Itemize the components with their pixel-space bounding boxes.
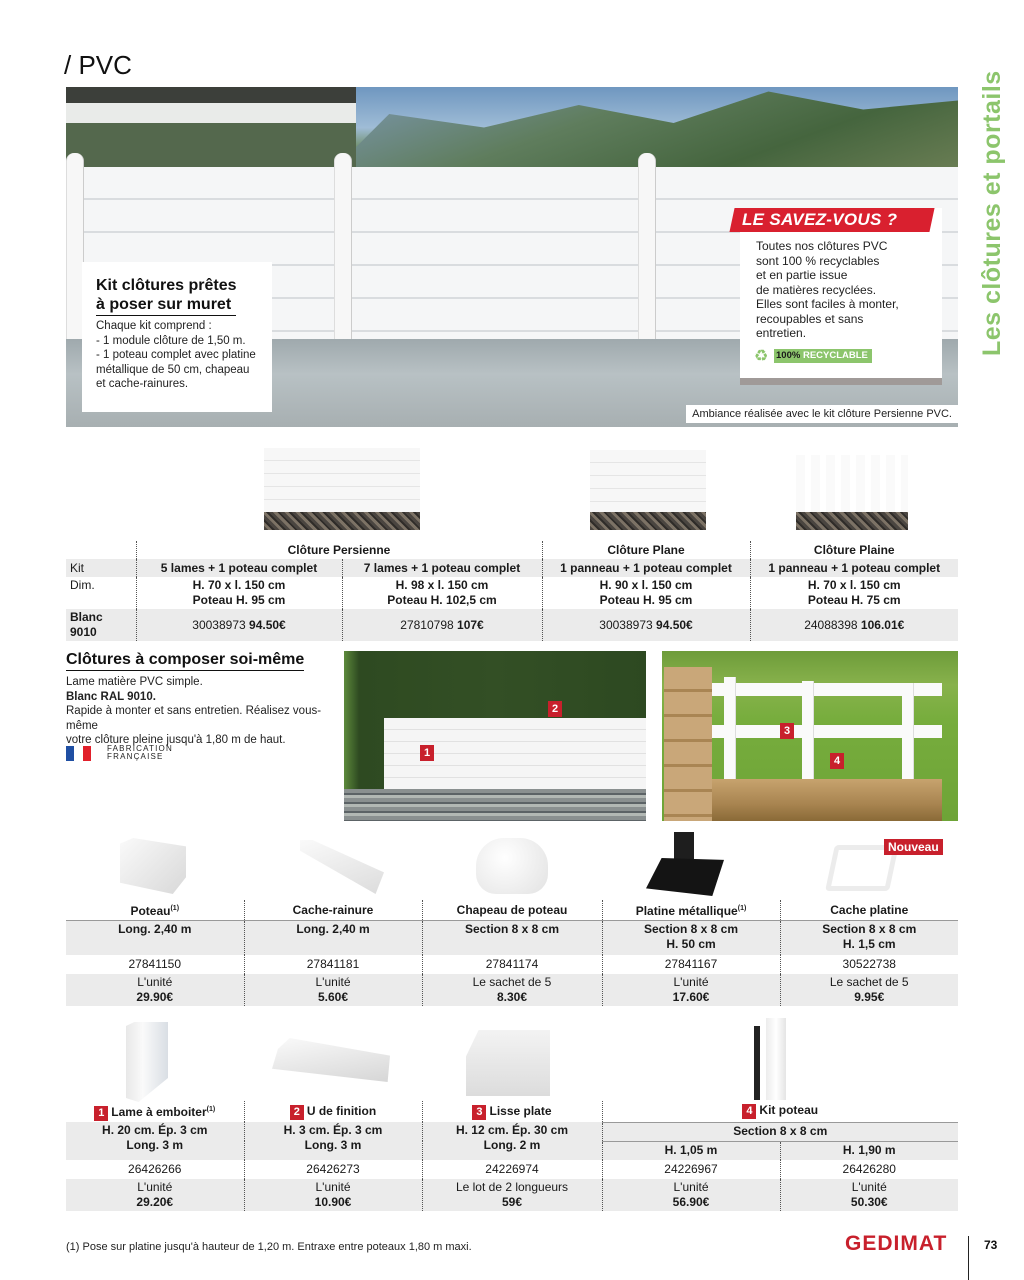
spec-line: H. 3 cm. Ép. 3 cm [283,1123,383,1137]
kit-info-title [96,276,236,316]
spec-line: Long. 3 m [126,1138,184,1152]
spec-line: Long. 3 m [304,1138,362,1152]
compose-line: Rapide à monter et sans entretien. Réalisez vous-même [66,705,322,732]
unit-label: L'unité [851,1180,887,1194]
new-badge: Nouveau [884,839,943,855]
kit-info-line: Chaque kit comprend : [96,320,212,332]
dim-line: Poteau H. 75 cm [807,593,901,607]
product-name [602,1101,958,1122]
did-you-know-line: sont 100 % recyclables [756,253,880,268]
ref-price-cell [342,609,542,641]
kit-info-title-line2: à poser sur muret [96,296,232,313]
product-image-lame [126,1022,168,1102]
ref: 30038973 [192,617,246,632]
ref-cell: 26426273 [244,1160,422,1179]
compose-section-title: Clôtures à composer soi-même [66,651,304,671]
spec-cell [422,1122,602,1160]
unit-label: L'unité [673,974,709,989]
footnote-ref: (1) [206,1106,216,1113]
group-header-plaine: Clôture Plaine [750,541,958,559]
photo-post [902,683,914,781]
product-image-chapeau [476,838,548,894]
components-table [66,1101,958,1211]
spec-line: H. 1,5 cm [842,937,896,951]
hero-fence-post [334,153,352,343]
ref-price-cell [750,609,958,641]
price-cell [422,974,602,1006]
unit-label: L'unité [315,974,351,989]
page-title: / PVC [64,50,132,80]
dim-line: Poteau H. 95 cm [192,593,286,607]
footer-divider [968,1236,969,1280]
spec-cell [422,921,602,955]
accessories-table [66,900,958,1006]
callout-tag: 4 [742,1104,756,1119]
hero-caption: Ambiance réalisée avec le kit clôture Persienne PVC. [686,405,958,423]
footnote-ref: (1) [737,905,747,912]
dim-cell [136,577,342,609]
product-name-text: Poteau [130,904,171,918]
callout-tag: 3 [780,723,794,739]
product-name: Cache platine [780,900,958,921]
ref-cell: 27841181 [244,955,422,974]
product-image-kit-poteau [752,1018,792,1100]
spec-cell [602,921,780,955]
did-you-know-box [740,208,942,385]
did-you-know-text [756,239,936,341]
price-cell [602,974,780,1006]
callout-tag: 1 [94,1106,108,1121]
compose-description [66,675,341,748]
dim-cell [750,577,958,609]
kit-info-text [96,319,260,392]
spec-line: H. 50 cm [666,937,716,951]
price-cell [780,974,958,1006]
spec-line: Long. 2,40 m [296,922,370,936]
photo-stone-pillar [664,667,712,821]
photo-stone-wall [344,789,646,821]
ref-cell: 27841174 [422,955,602,974]
price-cell [244,974,422,1006]
price: 9.95€ [854,989,885,1004]
ref-cell: 30522738 [780,955,958,974]
product-name-text: Kit poteau [759,1103,819,1118]
kit-info-title-line1: Kit clôtures prêtes [96,277,237,294]
unit-label: L'unité [137,1180,173,1194]
ref: 24088398 [804,617,858,632]
ref-cell: 27841150 [128,956,181,971]
dim-line: Poteau H. 95 cm [599,593,693,607]
spec-cell [66,921,244,955]
callout-tag: 2 [548,701,562,717]
spec-cell [244,1122,422,1160]
recyclable-text: RECYCLABLE [802,350,868,361]
callout-tag: 3 [472,1105,486,1120]
price-cell [422,1179,602,1211]
ref-price-cell [136,609,342,641]
spec-cell [244,921,422,955]
unit-label: L'unité [137,974,173,989]
dim-line: H. 90 x l. 150 cm [599,578,693,592]
unit-label: Le sachet de 5 [829,974,909,989]
price: 29.20€ [136,1195,174,1209]
ref-cell: 27841167 [602,955,780,974]
product-image-persienne [264,448,420,530]
kit-info-line: métallique de 50 cm, chapeau [96,363,250,376]
dim-line: H. 70 x l. 150 cm [192,578,286,592]
side-title-text: Les clôtures et portails [978,70,1006,356]
dim-cell [542,577,750,609]
row-label-kit: Kit [70,560,85,575]
group-header-persienne: Clôture Persienne [136,541,542,559]
compose-line: votre clôture pleine jusqu'à 1,80 m de haut. [66,734,286,746]
product-name-text: Platine métallique [635,904,738,918]
product-name [422,1101,602,1122]
unit-label: Le lot de 2 longueurs [455,1180,569,1194]
kit-poteau-height: H. 1,90 m [780,1141,958,1160]
product-name [602,900,780,921]
callout-tag: 1 [420,745,434,761]
fab-line: FABRICATION [107,744,173,753]
photo-post [802,681,814,781]
product-name [66,900,244,921]
product-image-cache-rainure [300,840,384,894]
did-you-know-line: de matières recyclées. [756,282,877,297]
spec-cell [780,921,958,955]
price: 106.01€ [860,617,905,632]
spec-line: Section 8 x 8 cm [822,922,917,936]
did-you-know-banner [729,208,934,232]
spec-line: Long. 2 m [483,1138,541,1152]
price: 56.90€ [672,1195,710,1209]
price-cell [780,1179,958,1211]
did-you-know-line: entretien. [756,326,807,340]
kit-cell: 1 panneau + 1 poteau complet [750,559,958,577]
row-label-dim: Dim. [70,578,95,592]
price-cell [602,1179,780,1211]
recycle-arrows-icon: ♻ [754,348,769,365]
compose-photo-full-fence [344,651,646,821]
spec-line: Long. 2,40 m [118,922,192,936]
kit-poteau-section: Section 8 x 8 cm [602,1122,958,1141]
hero-fence-post [638,153,656,343]
price: 59€ [501,1195,523,1209]
product-image-plaine [796,455,908,530]
gravel-base [264,512,420,530]
fab-line: FRANÇAISE [107,752,164,761]
kit-cell: 7 lames + 1 poteau complet [342,559,542,577]
price: 107€ [457,617,484,632]
did-you-know-line: et en partie issue [756,268,848,282]
spec-line: Section 8 x 8 cm [464,922,560,936]
group-header-plane: Clôture Plane [542,541,750,559]
footnote: (1) Pose sur platine jusqu'à hauteur de 1,20 m. Entraxe entre poteaux 1,80 m maxi. [66,1241,472,1253]
product-image-lisse [466,1030,550,1096]
did-you-know-line: Elles sont faciles à monter, [756,297,899,311]
product-name: Cache-rainure [244,900,422,921]
recyclable-label [774,349,872,363]
product-name [244,1101,422,1122]
kit-info-line: - 1 module clôture de 1,50 m. [96,334,246,347]
price-cell [244,1179,422,1211]
kit-info-line: - 1 poteau complet avec platine [96,349,256,361]
ref-cell: 24226974 [422,1160,602,1179]
ref-cell: 26426280 [780,1160,958,1179]
price: 17.60€ [672,989,710,1004]
french-flag-icon [66,746,91,761]
price: 29.90€ [136,989,174,1004]
page-number: 73 [984,1238,998,1252]
unit-label: L'unité [315,1180,351,1194]
gedimat-logo: GEDIMAT [845,1232,948,1255]
product-name-text: U de finition [306,1103,377,1118]
spec-line: H. 12 cm. Ép. 30 cm [455,1123,569,1137]
product-image-u-finition [272,1038,390,1082]
dim-cell [342,577,542,609]
section-side-title [974,36,1004,356]
made-in-france-badge [66,745,173,761]
made-in-france-text [99,745,173,761]
ref: 30038973 [599,617,653,632]
price: 94.50€ [249,617,286,632]
gravel-base [796,512,908,530]
unit-label: Le sachet de 5 [472,974,552,989]
kit-info-box [82,262,272,412]
photo-post [724,677,736,781]
product-name [66,1101,244,1122]
kit-poteau-height: H. 1,05 m [602,1141,780,1160]
kit-table [66,541,958,641]
price-cell [66,974,244,1006]
hero-house [66,87,356,167]
price: 8.30€ [496,989,528,1004]
product-name-text: Lisse plate [489,1103,552,1118]
footnote-ref: (1) [170,905,180,912]
compose-photo-rail-fence [662,651,958,821]
kit-info-line: et cache-rainures. [96,378,189,390]
product-image-plane [590,450,706,530]
gravel-base [590,512,706,530]
price: 94.50€ [656,617,693,632]
ref: 27810798 [400,617,454,632]
spec-cell [66,1122,244,1160]
dim-line: H. 98 x l. 150 cm [395,578,489,592]
row-label-color: Blanc 9010 [70,610,103,639]
spec-line: H. 20 cm. Ép. 3 cm [102,1123,208,1137]
ref-cell: 26426266 [128,1162,182,1176]
kit-cell: 5 lames + 1 poteau complet [136,559,342,577]
photo-low-wall [712,779,942,821]
compose-color: Blanc RAL 9010. [66,690,156,703]
product-image-poteau [120,838,186,894]
callout-tag: 2 [290,1105,304,1120]
ref-cell: 24226967 [602,1160,780,1179]
product-name-text: Lame à emboiter [111,1105,207,1119]
did-you-know-line: Toutes nos clôtures PVC [756,239,888,253]
price: 5.60€ [317,989,349,1004]
unit-label: L'unité [673,1180,709,1194]
callout-tag: 4 [830,753,844,769]
dim-line: H. 70 x l. 150 cm [807,578,901,592]
recyclable-pct: 100% [776,350,801,361]
did-you-know-line: recoupables et sans [756,311,864,326]
dim-line: Poteau H. 102,5 cm [387,593,497,607]
price-cell [66,1179,244,1211]
kit-cell: 1 panneau + 1 poteau complet [542,559,750,577]
recyclable-badge [754,348,872,364]
spec-line: Section 8 x 8 cm [643,922,739,936]
price: 50.30€ [850,1195,888,1209]
product-name: Chapeau de poteau [422,900,602,921]
product-image-platine [646,832,724,896]
ref-price-cell [542,609,750,641]
price: 10.90€ [314,1195,352,1209]
did-you-know-title: LE SAVEZ-VOUS ? [742,210,898,229]
compose-line: Lame matière PVC simple. [66,676,203,688]
